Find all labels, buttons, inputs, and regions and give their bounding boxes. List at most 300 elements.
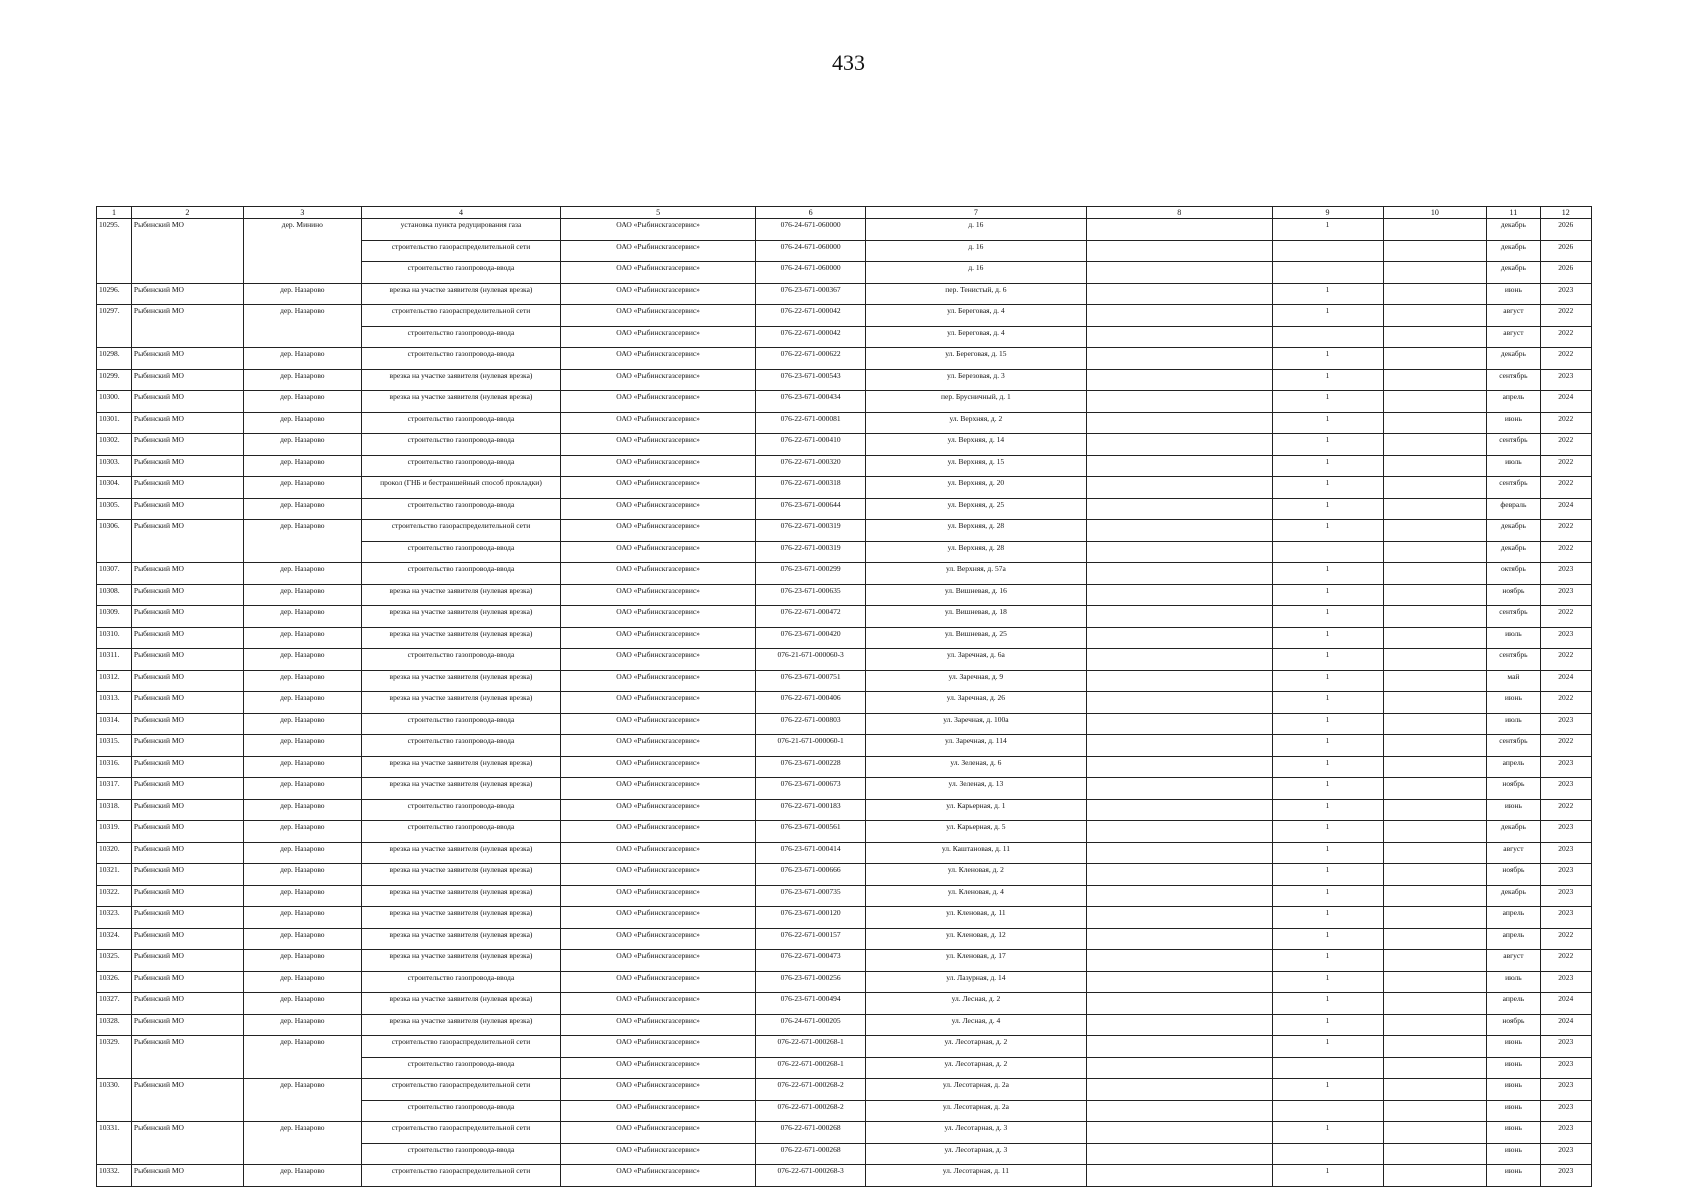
- year: 2022: [1540, 606, 1591, 628]
- settlement: дер. Назарово: [243, 1036, 361, 1079]
- table-row: [97, 627, 1592, 649]
- quantity: 1: [1272, 713, 1383, 735]
- empty-cell: [1086, 1014, 1272, 1036]
- month: февраль: [1487, 498, 1540, 520]
- empty-cell: [1383, 1122, 1487, 1144]
- municipality: Рыбинский МО: [131, 799, 243, 821]
- quantity: 1: [1272, 928, 1383, 950]
- quantity: 1: [1272, 1122, 1383, 1144]
- organization: ОАО «Рыбинскгазсервис»: [561, 993, 756, 1015]
- municipality: Рыбинский МО: [131, 993, 243, 1015]
- object-code: 076-22-671-000268: [756, 1143, 866, 1165]
- quantity: 1: [1272, 864, 1383, 886]
- organization: ОАО «Рыбинскгазсервис»: [561, 606, 756, 628]
- municipality: Рыбинский МО: [131, 1036, 243, 1079]
- address: ул. Лесная, д. 4: [866, 1014, 1087, 1036]
- municipality: Рыбинский МО: [131, 864, 243, 886]
- settlement: дер. Назарово: [243, 606, 361, 628]
- work-type: строительство газораспределительной сети: [361, 1036, 560, 1058]
- column-number: 4: [361, 207, 560, 219]
- organization: ОАО «Рыбинскгазсервис»: [561, 305, 756, 327]
- settlement: дер. Минино: [243, 219, 361, 284]
- row-number: 10320.: [97, 842, 132, 864]
- settlement: дер. Назарово: [243, 627, 361, 649]
- month: ноябрь: [1487, 584, 1540, 606]
- row-number: 10326.: [97, 971, 132, 993]
- address: ул. Вишневая, д. 18: [866, 606, 1087, 628]
- municipality: Рыбинский МО: [131, 584, 243, 606]
- year: 2022: [1540, 305, 1591, 327]
- quantity: 1: [1272, 1036, 1383, 1058]
- empty-cell: [1383, 563, 1487, 585]
- municipality: Рыбинский МО: [131, 950, 243, 972]
- table-row: [97, 412, 1592, 434]
- work-type: строительство газопровода-ввода: [361, 348, 560, 370]
- table-row: [97, 885, 1592, 907]
- table-row: [97, 1122, 1592, 1144]
- organization: ОАО «Рыбинскгазсервис»: [561, 348, 756, 370]
- work-type: строительство газопровода-ввода: [361, 541, 560, 563]
- row-number: 10330.: [97, 1079, 132, 1122]
- year: 2022: [1540, 326, 1591, 348]
- month: декабрь: [1487, 520, 1540, 542]
- work-type: врезка на участке заявителя (нулевая врезка): [361, 369, 560, 391]
- settlement: дер. Назарово: [243, 649, 361, 671]
- empty-cell: [1383, 885, 1487, 907]
- year: 2024: [1540, 1014, 1591, 1036]
- address: ул. Лесная, д. 2: [866, 993, 1087, 1015]
- object-code: 076-22-671-000410: [756, 434, 866, 456]
- municipality: Рыбинский МО: [131, 670, 243, 692]
- settlement: дер. Назарово: [243, 498, 361, 520]
- settlement: дер. Назарово: [243, 305, 361, 348]
- address: ул. Заречная, д. 9: [866, 670, 1087, 692]
- object-code: 076-22-671-000157: [756, 928, 866, 950]
- row-number: 10309.: [97, 606, 132, 628]
- quantity: 1: [1272, 821, 1383, 843]
- work-type: врезка на участке заявителя (нулевая врезка): [361, 907, 560, 929]
- settlement: дер. Назарово: [243, 283, 361, 305]
- organization: ОАО «Рыбинскгазсервис»: [561, 455, 756, 477]
- month: июнь: [1487, 1057, 1540, 1079]
- month: июнь: [1487, 799, 1540, 821]
- object-code: 076-23-671-000561: [756, 821, 866, 843]
- table-row: [97, 283, 1592, 305]
- empty-cell: [1086, 842, 1272, 864]
- empty-cell: [1383, 1057, 1487, 1079]
- settlement: дер. Назарово: [243, 563, 361, 585]
- empty-cell: [1383, 369, 1487, 391]
- year: 2023: [1540, 369, 1591, 391]
- municipality: Рыбинский МО: [131, 821, 243, 843]
- month: ноябрь: [1487, 778, 1540, 800]
- work-type: строительство газопровода-ввода: [361, 455, 560, 477]
- settlement: дер. Назарово: [243, 971, 361, 993]
- organization: ОАО «Рыбинскгазсервис»: [561, 498, 756, 520]
- table-row: [97, 821, 1592, 843]
- empty-cell: [1086, 520, 1272, 542]
- settlement: дер. Назарово: [243, 455, 361, 477]
- work-type: строительство газопровода-ввода: [361, 713, 560, 735]
- organization: ОАО «Рыбинскгазсервис»: [561, 713, 756, 735]
- municipality: Рыбинский МО: [131, 563, 243, 585]
- register-body: [97, 219, 1592, 1187]
- address: ул. Вишневая, д. 16: [866, 584, 1087, 606]
- address: ул. Кленовая, д. 11: [866, 907, 1087, 929]
- table-row: [97, 305, 1592, 327]
- column-number: 6: [756, 207, 866, 219]
- address: ул. Каштановая, д. 11: [866, 842, 1087, 864]
- address: ул. Береговая, д. 4: [866, 305, 1087, 327]
- year: 2023: [1540, 1036, 1591, 1058]
- column-number: 5: [561, 207, 756, 219]
- object-code: 076-23-671-000543: [756, 369, 866, 391]
- organization: ОАО «Рыбинскгазсервис»: [561, 369, 756, 391]
- empty-cell: [1383, 971, 1487, 993]
- row-number: 10327.: [97, 993, 132, 1015]
- empty-cell: [1086, 1100, 1272, 1122]
- empty-cell: [1086, 692, 1272, 714]
- work-type: врезка на участке заявителя (нулевая врезка): [361, 950, 560, 972]
- month: декабрь: [1487, 885, 1540, 907]
- row-number: 10302.: [97, 434, 132, 456]
- organization: ОАО «Рыбинскгазсервис»: [561, 821, 756, 843]
- quantity: 1: [1272, 692, 1383, 714]
- empty-cell: [1383, 799, 1487, 821]
- table-row: [97, 799, 1592, 821]
- row-number: 10319.: [97, 821, 132, 843]
- organization: ОАО «Рыбинскгазсервис»: [561, 885, 756, 907]
- empty-cell: [1383, 498, 1487, 520]
- quantity: 1: [1272, 434, 1383, 456]
- organization: ОАО «Рыбинскгазсервис»: [561, 240, 756, 262]
- object-code: 076-23-671-000673: [756, 778, 866, 800]
- work-type: строительство газопровода-ввода: [361, 799, 560, 821]
- work-type: строительство газораспределительной сети: [361, 240, 560, 262]
- month: август: [1487, 842, 1540, 864]
- year: 2023: [1540, 885, 1591, 907]
- municipality: Рыбинский МО: [131, 627, 243, 649]
- object-code: 076-23-671-000751: [756, 670, 866, 692]
- municipality: Рыбинский МО: [131, 907, 243, 929]
- table-row: [97, 713, 1592, 735]
- work-type: строительство газопровода-ввода: [361, 971, 560, 993]
- month: июль: [1487, 455, 1540, 477]
- month: август: [1487, 305, 1540, 327]
- empty-cell: [1086, 584, 1272, 606]
- column-number-row: [97, 207, 1592, 219]
- work-type: строительство газопровода-ввода: [361, 326, 560, 348]
- empty-cell: [1383, 692, 1487, 714]
- object-code: 076-22-671-000319: [756, 520, 866, 542]
- table-row: [97, 907, 1592, 929]
- month: июнь: [1487, 1036, 1540, 1058]
- address: ул. Карьерная, д. 5: [866, 821, 1087, 843]
- row-number: 10306.: [97, 520, 132, 563]
- organization: ОАО «Рыбинскгазсервис»: [561, 520, 756, 542]
- municipality: Рыбинский МО: [131, 1122, 243, 1165]
- organization: ОАО «Рыбинскгазсервис»: [561, 326, 756, 348]
- quantity: 1: [1272, 477, 1383, 499]
- empty-cell: [1086, 369, 1272, 391]
- address: ул. Лесотарная, д. 2а: [866, 1079, 1087, 1101]
- quantity: [1272, 262, 1383, 284]
- quantity: [1272, 326, 1383, 348]
- address: ул. Верхняя, д. 28: [866, 541, 1087, 563]
- month: декабрь: [1487, 821, 1540, 843]
- empty-cell: [1383, 606, 1487, 628]
- row-number: 10314.: [97, 713, 132, 735]
- address: д. 16: [866, 240, 1087, 262]
- empty-cell: [1086, 434, 1272, 456]
- address: ул. Верхняя, д. 14: [866, 434, 1087, 456]
- organization: ОАО «Рыбинскгазсервис»: [561, 563, 756, 585]
- month: июль: [1487, 971, 1540, 993]
- address: ул. Верхняя, д. 2: [866, 412, 1087, 434]
- table-row: [97, 584, 1592, 606]
- row-number: 10317.: [97, 778, 132, 800]
- row-number: 10313.: [97, 692, 132, 714]
- empty-cell: [1383, 735, 1487, 757]
- empty-cell: [1086, 240, 1272, 262]
- year: 2022: [1540, 348, 1591, 370]
- table-row: [97, 1036, 1592, 1058]
- table-row: [97, 455, 1592, 477]
- organization: ОАО «Рыбинскгазсервис»: [561, 1100, 756, 1122]
- month: июль: [1487, 713, 1540, 735]
- row-number: 10299.: [97, 369, 132, 391]
- empty-cell: [1383, 649, 1487, 671]
- table-row: [97, 498, 1592, 520]
- object-code: 076-23-671-000367: [756, 283, 866, 305]
- row-number: 10295.: [97, 219, 132, 284]
- year: 2022: [1540, 799, 1591, 821]
- address: ул. Заречная, д. 6а: [866, 649, 1087, 671]
- empty-cell: [1383, 821, 1487, 843]
- empty-cell: [1383, 455, 1487, 477]
- quantity: 1: [1272, 842, 1383, 864]
- settlement: дер. Назарово: [243, 412, 361, 434]
- work-type: врезка на участке заявителя (нулевая врезка): [361, 670, 560, 692]
- year: 2023: [1540, 864, 1591, 886]
- year: 2023: [1540, 563, 1591, 585]
- empty-cell: [1086, 950, 1272, 972]
- quantity: 1: [1272, 305, 1383, 327]
- row-number: 10324.: [97, 928, 132, 950]
- year: 2022: [1540, 649, 1591, 671]
- row-number: 10298.: [97, 348, 132, 370]
- object-code: 076-24-671-060000: [756, 240, 866, 262]
- empty-cell: [1086, 326, 1272, 348]
- table-row: [97, 778, 1592, 800]
- month: декабрь: [1487, 219, 1540, 241]
- table-row: [97, 971, 1592, 993]
- table-row: [97, 842, 1592, 864]
- object-code: 076-22-671-000473: [756, 950, 866, 972]
- empty-cell: [1086, 1122, 1272, 1144]
- address: пер. Брусничный, д. 1: [866, 391, 1087, 413]
- object-code: 076-23-671-000120: [756, 907, 866, 929]
- address: ул. Лесотарная, д. 3: [866, 1122, 1087, 1144]
- object-code: 076-23-671-000228: [756, 756, 866, 778]
- row-number: 10332.: [97, 1165, 132, 1187]
- empty-cell: [1383, 219, 1487, 241]
- municipality: Рыбинский МО: [131, 756, 243, 778]
- work-type: строительство газопровода-ввода: [361, 434, 560, 456]
- table-row: [97, 756, 1592, 778]
- address: ул. Кленовая, д. 4: [866, 885, 1087, 907]
- month: сентябрь: [1487, 649, 1540, 671]
- address: ул. Лесотарная, д. 11: [866, 1165, 1087, 1187]
- month: декабрь: [1487, 541, 1540, 563]
- address: д. 16: [866, 262, 1087, 284]
- address: ул. Кленовая, д. 12: [866, 928, 1087, 950]
- month: июнь: [1487, 1079, 1540, 1101]
- object-code: 076-23-671-000494: [756, 993, 866, 1015]
- month: сентябрь: [1487, 735, 1540, 757]
- table-row: [97, 649, 1592, 671]
- empty-cell: [1383, 713, 1487, 735]
- quantity: [1272, 1143, 1383, 1165]
- empty-cell: [1086, 1057, 1272, 1079]
- year: 2023: [1540, 756, 1591, 778]
- month: апрель: [1487, 391, 1540, 413]
- address: ул. Зеленая, д. 13: [866, 778, 1087, 800]
- organization: ОАО «Рыбинскгазсервис»: [561, 692, 756, 714]
- object-code: 076-22-671-000268-1: [756, 1057, 866, 1079]
- work-type: установка пункта редуцирования газа: [361, 219, 560, 241]
- column-number: 12: [1540, 207, 1591, 219]
- quantity: 1: [1272, 283, 1383, 305]
- empty-cell: [1086, 670, 1272, 692]
- municipality: Рыбинский МО: [131, 283, 243, 305]
- organization: ОАО «Рыбинскгазсервис»: [561, 842, 756, 864]
- work-type: строительство газораспределительной сети: [361, 1122, 560, 1144]
- address: ул. Лесотарная, д. 3: [866, 1143, 1087, 1165]
- address: ул. Заречная, д. 26: [866, 692, 1087, 714]
- work-type: прокол (ГНБ и бестраншейный способ прокладки): [361, 477, 560, 499]
- object-code: 076-22-671-000268-1: [756, 1036, 866, 1058]
- municipality: Рыбинский МО: [131, 455, 243, 477]
- object-code: 076-23-671-000735: [756, 885, 866, 907]
- quantity: 1: [1272, 412, 1383, 434]
- quantity: 1: [1272, 584, 1383, 606]
- object-code: 076-23-671-000666: [756, 864, 866, 886]
- municipality: Рыбинский МО: [131, 498, 243, 520]
- month: июнь: [1487, 1100, 1540, 1122]
- quantity: 1: [1272, 498, 1383, 520]
- municipality: Рыбинский МО: [131, 842, 243, 864]
- object-code: 076-22-671-000318: [756, 477, 866, 499]
- organization: ОАО «Рыбинскгазсервис»: [561, 262, 756, 284]
- municipality: Рыбинский МО: [131, 477, 243, 499]
- address: ул. Березовая, д. 3: [866, 369, 1087, 391]
- table-row: [97, 670, 1592, 692]
- table-row: [97, 219, 1592, 241]
- work-type: врезка на участке заявителя (нулевая врезка): [361, 1014, 560, 1036]
- object-code: 076-23-671-000414: [756, 842, 866, 864]
- organization: ОАО «Рыбинскгазсервис»: [561, 735, 756, 757]
- settlement: дер. Назарово: [243, 1079, 361, 1122]
- row-number: 10297.: [97, 305, 132, 348]
- empty-cell: [1383, 477, 1487, 499]
- quantity: 1: [1272, 455, 1383, 477]
- work-type: врезка на участке заявителя (нулевая врезка): [361, 885, 560, 907]
- quantity: 1: [1272, 348, 1383, 370]
- organization: ОАО «Рыбинскгазсервис»: [561, 928, 756, 950]
- month: июнь: [1487, 412, 1540, 434]
- empty-cell: [1086, 756, 1272, 778]
- settlement: дер. Назарово: [243, 756, 361, 778]
- work-type: строительство газопровода-ввода: [361, 498, 560, 520]
- municipality: Рыбинский МО: [131, 649, 243, 671]
- settlement: дер. Назарово: [243, 907, 361, 929]
- address: ул. Береговая, д. 4: [866, 326, 1087, 348]
- year: 2023: [1540, 627, 1591, 649]
- organization: ОАО «Рыбинскгазсервис»: [561, 1079, 756, 1101]
- table-row: [97, 1014, 1592, 1036]
- year: 2023: [1540, 713, 1591, 735]
- settlement: дер. Назарово: [243, 1122, 361, 1165]
- year: 2022: [1540, 692, 1591, 714]
- municipality: Рыбинский МО: [131, 391, 243, 413]
- object-code: 076-21-671-000060-3: [756, 649, 866, 671]
- settlement: дер. Назарово: [243, 799, 361, 821]
- year: 2023: [1540, 1079, 1591, 1101]
- row-number: 10323.: [97, 907, 132, 929]
- empty-cell: [1383, 541, 1487, 563]
- empty-cell: [1086, 627, 1272, 649]
- work-type: врезка на участке заявителя (нулевая врезка): [361, 391, 560, 413]
- organization: ОАО «Рыбинскгазсервис»: [561, 756, 756, 778]
- empty-cell: [1383, 670, 1487, 692]
- row-number: 10308.: [97, 584, 132, 606]
- municipality: Рыбинский МО: [131, 1014, 243, 1036]
- organization: ОАО «Рыбинскгазсервис»: [561, 434, 756, 456]
- empty-cell: [1086, 348, 1272, 370]
- quantity: 1: [1272, 649, 1383, 671]
- empty-cell: [1086, 283, 1272, 305]
- object-code: 076-22-671-000268-2: [756, 1100, 866, 1122]
- year: 2023: [1540, 842, 1591, 864]
- address: ул. Кленовая, д. 17: [866, 950, 1087, 972]
- row-number: 10304.: [97, 477, 132, 499]
- empty-cell: [1383, 305, 1487, 327]
- settlement: дер. Назарово: [243, 692, 361, 714]
- row-number: 10329.: [97, 1036, 132, 1079]
- empty-cell: [1086, 713, 1272, 735]
- empty-cell: [1086, 563, 1272, 585]
- work-type: строительство газопровода-ввода: [361, 821, 560, 843]
- object-code: 076-22-671-000320: [756, 455, 866, 477]
- work-type: строительство газопровода-ввода: [361, 563, 560, 585]
- year: 2026: [1540, 262, 1591, 284]
- address: ул. Лесотарная, д. 2а: [866, 1100, 1087, 1122]
- settlement: дер. Назарово: [243, 520, 361, 563]
- work-type: врезка на участке заявителя (нулевая врезка): [361, 864, 560, 886]
- object-code: 076-22-671-000042: [756, 326, 866, 348]
- row-number: 10322.: [97, 885, 132, 907]
- municipality: Рыбинский МО: [131, 434, 243, 456]
- municipality: Рыбинский МО: [131, 606, 243, 628]
- work-type: строительство газопровода-ввода: [361, 1100, 560, 1122]
- organization: ОАО «Рыбинскгазсервис»: [561, 950, 756, 972]
- municipality: Рыбинский МО: [131, 713, 243, 735]
- column-number: 10: [1383, 207, 1487, 219]
- settlement: дер. Назарово: [243, 778, 361, 800]
- year: 2022: [1540, 477, 1591, 499]
- empty-cell: [1383, 1036, 1487, 1058]
